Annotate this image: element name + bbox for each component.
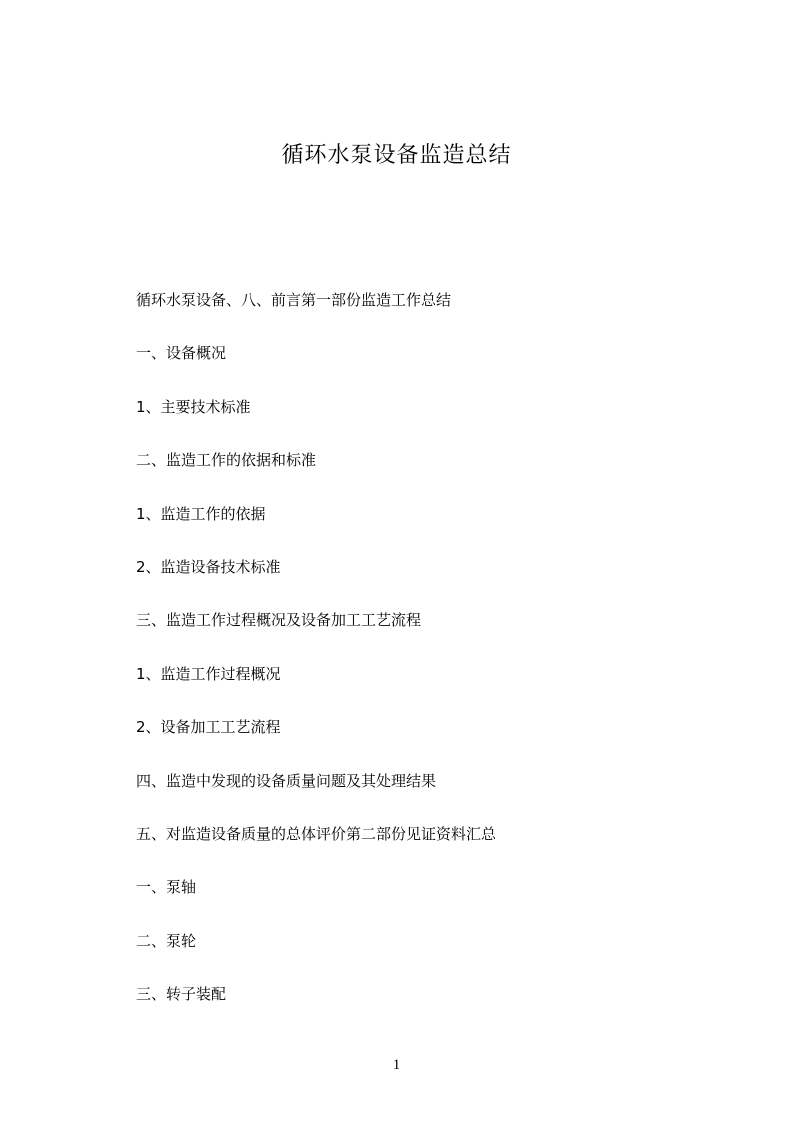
page-number: 1: [392, 1057, 401, 1073]
outline-list: [136, 289, 496, 1036]
outline-line: 一、泵轴: [136, 878, 197, 897]
outline-line: 三、监造工作过程概况及设备加工工艺流程: [136, 611, 422, 630]
outline-line: 四、监造中发现的设备质量问题及其处理结果: [136, 771, 437, 790]
outline-line: 2、监造设备技术标准: [136, 557, 281, 576]
outline-line: 循环水泵设备、八、前言第一部份监造工作总结: [136, 291, 452, 309]
outline-line: 一、设备概况: [136, 344, 227, 363]
outline-line: 二、监造工作的依据和标准: [136, 451, 317, 470]
outline-line: 二、泵轮: [136, 931, 197, 950]
outline-line: 1、主要技术标准: [136, 397, 251, 416]
outline-line: 1、监造工作过程概况: [136, 664, 281, 683]
outline-line: 2、设备加工工艺流程: [136, 718, 281, 737]
outline-line: 三、转子装配: [136, 985, 227, 1004]
outline-line: 1、监造工作的依据: [136, 504, 266, 523]
outline-line: 五、对监造设备质量的总体评价第二部份见证资料汇总: [136, 824, 497, 843]
document-title: 循环水泵设备监造总结: [281, 143, 512, 168]
